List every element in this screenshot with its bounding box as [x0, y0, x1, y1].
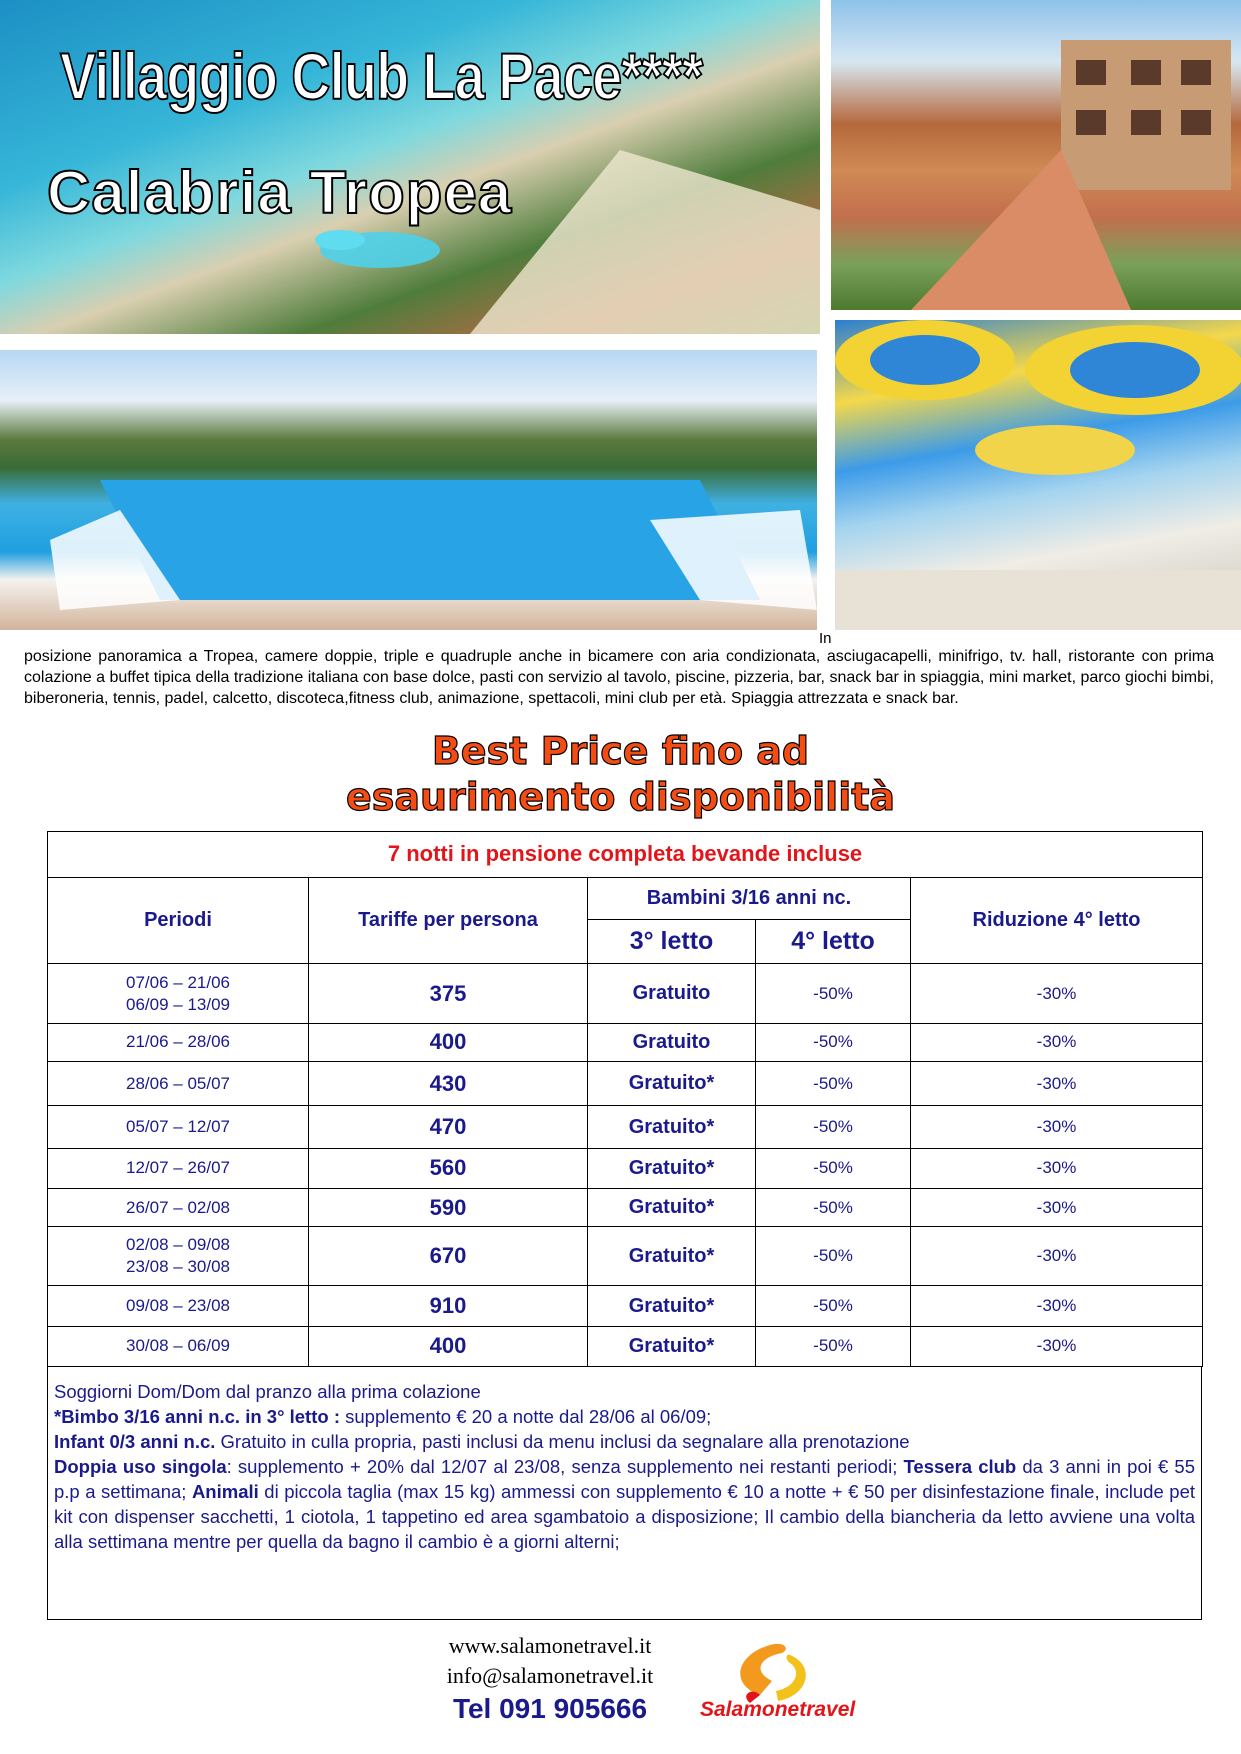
table-row — [48, 1023, 1203, 1061]
price-cell: 470 — [309, 1106, 588, 1148]
table-row — [48, 1148, 1203, 1188]
fourth-bed-cell: -50% — [756, 1148, 911, 1188]
table-row — [48, 1106, 1203, 1148]
header-periodi: Periodi — [48, 877, 309, 964]
infant-label: Infant 0/3 anni n.c. — [54, 1431, 216, 1452]
dus-label: Doppia uso singola — [54, 1456, 227, 1477]
third-bed-cell: Gratuito* — [588, 1286, 756, 1326]
third-bed-cell: Gratuito* — [588, 1106, 756, 1148]
buildings-decor — [831, 0, 1241, 310]
child-text: supplemento € 20 a notte dal 28/06 al 06/09; — [339, 1406, 712, 1427]
third-bed-cell: Gratuito — [588, 1023, 756, 1061]
best-price-headline-2: esaurimento disponibilità — [345, 775, 896, 819]
table-row — [48, 1061, 1203, 1105]
third-bed-cell: Gratuito* — [588, 1148, 756, 1188]
intro-lead-word: In — [819, 630, 832, 647]
animali-text: di piccola taglia (max 15 kg) ammessi con supplemento € 10 a notte + € 50 per disinfestazione finale, include pet kit con dispenser sacchetti, 1 ciotola, 1 tappetino ed area sgambatoio a disposizione; Il cambio della biancheria da letto avviene una volta alla settimana mentre per quella da bagno il cambio è a giorni alterni; — [54, 1481, 1195, 1552]
header-riduzione: Riduzione 4° letto — [911, 877, 1203, 964]
price-cell: 910 — [309, 1286, 588, 1326]
fourth-bed-cell: -50% — [756, 964, 911, 1023]
phone-number[interactable]: Tel 091 905666 — [452, 1693, 648, 1724]
dus-text: : supplemento + 20% dal 12/07 al 23/08, senza supplemento nei restanti periodi; — [226, 1456, 904, 1477]
child-label: *Bimbo 3/16 anni n.c. in 3° letto : — [54, 1406, 340, 1427]
period-line: 06/09 – 13/09 — [126, 994, 230, 1014]
reduction-cell: -30% — [911, 1061, 1203, 1105]
price-cell: 375 — [309, 964, 588, 1023]
notes-child-supplement — [54, 1404, 1195, 1429]
third-bed-cell: Gratuito — [588, 964, 756, 1023]
notes-extras — [54, 1454, 1195, 1554]
fourth-bed-cell: -50% — [756, 1106, 911, 1148]
period-cell — [48, 964, 309, 1023]
period-cell: 28/06 – 05/07 — [48, 1061, 309, 1105]
reduction-cell: -30% — [911, 1148, 1203, 1188]
price-cell: 430 — [309, 1061, 588, 1105]
price-cell: 400 — [309, 1326, 588, 1366]
fourth-bed-cell: -50% — [756, 1286, 911, 1326]
intro-description: posizione panoramica a Tropea, camere doppie, triple e quadruple anche in bicamere con aria condizionata, asciugacapelli, minifrigo, tv. hall, ristorante con prima colazione a buffet tipica della tradizione italiana con base dolce, pasti con servizio al tavolo, piscine, pizzeria, bar, snack bar in spiaggia, mini market, parco giochi bimbi, biberoneria, tennis, padel, calcetto, discoteca,fitness club, animazione, spettacoli, mini club per età. Spiaggia attrezzata e snack bar. — [24, 648, 1214, 707]
reduction-cell: -30% — [911, 1188, 1203, 1226]
tessera-text: da 3 anni in poi € 55 p.p a settimana; — [54, 1456, 1196, 1502]
period-cell: 21/06 – 28/06 — [48, 1023, 309, 1061]
logo-wordmark: Salamonetravel — [700, 1698, 856, 1721]
table-row — [48, 964, 1203, 1023]
website-link[interactable]: www.salamonetravel.it — [448, 1633, 652, 1658]
reduction-cell: -30% — [911, 1023, 1203, 1061]
period-cell: 26/07 – 02/08 — [48, 1188, 309, 1226]
fourth-bed-cell: -50% — [756, 1326, 911, 1366]
infant-text: Gratuito in culla propria, pasti inclusi da menu inclusi da segnalare alla prenotazione — [215, 1431, 910, 1452]
beach-umbrellas-photo — [835, 320, 1241, 630]
period-cell: 12/07 – 26/07 — [48, 1148, 309, 1188]
table-row — [48, 1188, 1203, 1226]
fourth-bed-cell: -50% — [756, 1061, 911, 1105]
third-bed-cell: Gratuito* — [588, 1326, 756, 1366]
period-cell: 05/07 – 12/07 — [48, 1106, 309, 1148]
fourth-bed-cell: -50% — [756, 1023, 911, 1061]
table-caption: 7 notti in pensione completa bevande incluse — [48, 832, 1203, 878]
reduction-cell: -30% — [911, 1286, 1203, 1326]
table-row — [48, 1286, 1203, 1326]
header-letto4: 4° letto — [756, 919, 911, 963]
period-cell: 09/08 – 23/08 — [48, 1286, 309, 1326]
price-table — [47, 831, 1203, 1367]
third-bed-cell: Gratuito* — [588, 1061, 756, 1105]
header-tariffe: Tariffe per persona — [309, 877, 588, 964]
header-bambini: Bambini 3/16 anni nc. — [588, 877, 911, 919]
period-line: 23/08 – 30/08 — [126, 1257, 230, 1277]
price-cell: 560 — [309, 1148, 588, 1188]
period-cell — [48, 1227, 309, 1286]
price-cell: 400 — [309, 1023, 588, 1061]
period-cell: 30/08 – 06/09 — [48, 1326, 309, 1366]
resort-title: Villaggio Club La Pace**** — [60, 39, 703, 113]
pool-decor — [0, 350, 817, 630]
table-row — [48, 1326, 1203, 1366]
notes-box — [47, 1367, 1202, 1620]
header-letto3: 3° letto — [588, 919, 756, 963]
notes-infant — [54, 1429, 1195, 1454]
reduction-cell: -30% — [911, 964, 1203, 1023]
fourth-bed-cell: -50% — [756, 1227, 911, 1286]
umbrellas-decor — [835, 320, 1241, 630]
resort-location: Calabria Tropea — [47, 159, 513, 226]
price-cell: 590 — [309, 1188, 588, 1226]
reduction-cell: -30% — [911, 1106, 1203, 1148]
email-link[interactable]: info@salamonetravel.it — [446, 1663, 654, 1688]
reduction-cell: -30% — [911, 1227, 1203, 1286]
notes-stay-days: Soggiorni Dom/Dom dal pranzo alla prima colazione — [54, 1381, 481, 1402]
period-line: 07/06 – 21/06 — [126, 972, 230, 992]
fourth-bed-cell: -50% — [756, 1188, 911, 1226]
best-price-headline: Best Price fino ad — [431, 729, 810, 773]
resort-pool-photo — [0, 350, 817, 630]
animali-label: Animali — [191, 1481, 259, 1502]
tessera-label: Tessera club — [903, 1456, 1017, 1477]
table-row — [48, 1227, 1203, 1286]
reduction-cell: -30% — [911, 1326, 1203, 1366]
resort-buildings-photo — [831, 0, 1241, 310]
period-line: 02/08 – 09/08 — [126, 1235, 230, 1255]
third-bed-cell: Gratuito* — [588, 1188, 756, 1226]
third-bed-cell: Gratuito* — [588, 1227, 756, 1286]
price-cell: 670 — [309, 1227, 588, 1286]
